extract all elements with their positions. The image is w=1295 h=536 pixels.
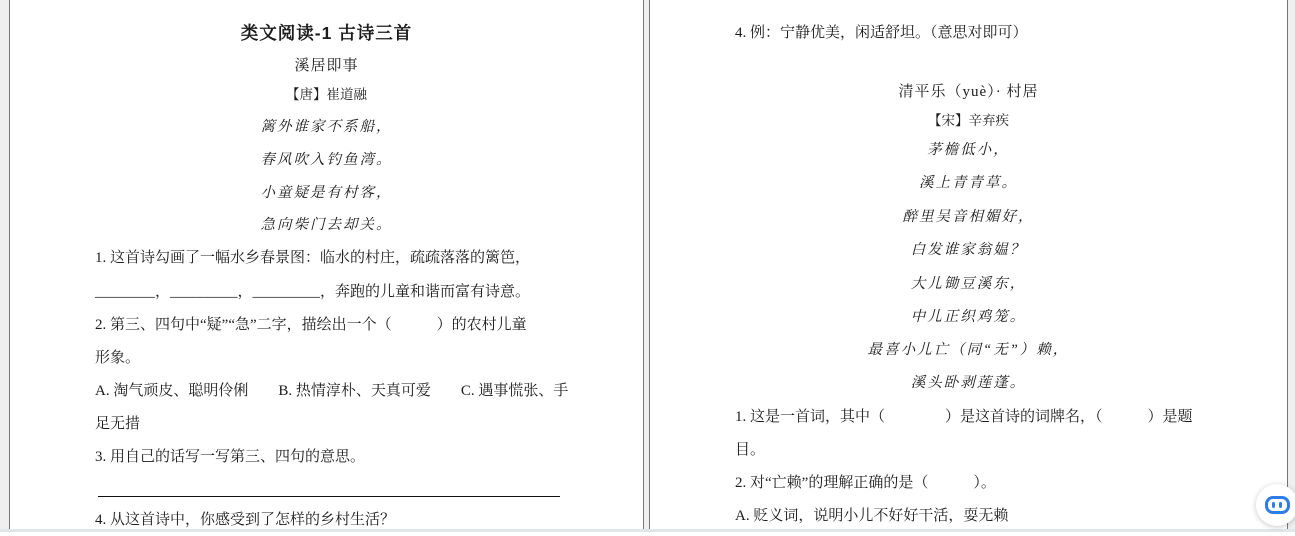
question-2-text: 2. 对“亡赖”的理解正确的是（ ）。 <box>735 475 996 491</box>
question-4-text: 4. 从这首诗中，你感受到了怎样的乡村生活？ <box>95 512 396 528</box>
question-2-options: A. 淘气顽皮、聪明伶俐 B. 热情淳朴、天真可爱 C. 遇事慌张、手 <box>95 383 569 399</box>
question-1-text: 1. 这首诗勾画了一幅水乡春景图：临水的村庄，疏疏落落的篱笆， <box>95 250 531 266</box>
poem2-line: 溪上青青草。 <box>919 175 1018 191</box>
question-3-text: 3. 用自己的话写一写第三、四句的意思。 <box>95 449 366 465</box>
document-page-right <box>649 0 1288 532</box>
poem2-line: 白发谁家翁媪？ <box>910 242 1027 258</box>
poem2-line: 大儿锄豆溪东， <box>910 276 1027 292</box>
poem2-line: 溪头卧剥莲蓬。 <box>910 375 1027 391</box>
assistant-button[interactable] <box>1256 484 1295 526</box>
answer-4-text: 4. 例：宁静优美，闲适舒坦。（意思对即可） <box>735 25 1028 41</box>
poem2-line: 茅檐低小， <box>927 142 1010 158</box>
poem1-author: 【唐】崔道融 <box>286 87 367 102</box>
worksheet-title: 类文阅读-1 古诗三首 <box>240 23 413 43</box>
poem1-title: 溪居即事 <box>294 58 359 74</box>
poem1-line: 小童疑是有村客， <box>260 185 393 201</box>
right-margin-strip <box>1288 0 1295 532</box>
poem1-line: 篱外谁家不系船， <box>260 119 393 135</box>
poem2-author: 【宋】辛弃疾 <box>928 113 1009 128</box>
robot-eye-right <box>1279 502 1282 508</box>
question-2-option-a: A. 贬义词，说明小儿不好好干活，耍无赖 <box>735 508 1009 524</box>
left-margin-strip <box>0 0 9 532</box>
answer-line <box>98 496 560 497</box>
question-1-text: 1. 这是一首词，其中（ ）是这首诗的词牌名，（ ）是题 <box>735 409 1193 425</box>
question-2-options-cont: 足无措 <box>95 416 141 432</box>
poem1-line: 急向柴门去却关。 <box>260 217 393 233</box>
robot-eye-left <box>1272 502 1275 508</box>
poem1-line: 春风吹入钓鱼湾。 <box>260 152 393 168</box>
question-1-blanks: ________，_________，_________，奔跑的儿童和谐而富有诗意。 <box>95 284 531 300</box>
poem2-line: 醉里吴音相媚好， <box>902 209 1035 225</box>
poem2-title: 清平乐（yuè）· 村居 <box>898 84 1039 100</box>
document-page-left <box>9 0 644 532</box>
question-2-text-cont: 形象。 <box>95 350 141 366</box>
robot-face-icon <box>1265 496 1290 514</box>
poem2-line: 最喜小儿亡（同“无”）赖， <box>867 342 1070 358</box>
poem2-line: 中儿正织鸡笼。 <box>910 309 1027 325</box>
question-1-text-cont: 目。 <box>735 442 766 458</box>
question-2-text: 2. 第三、四句中“疑”“急”二字，描绘出一个（ ）的农村儿童 <box>95 317 527 333</box>
